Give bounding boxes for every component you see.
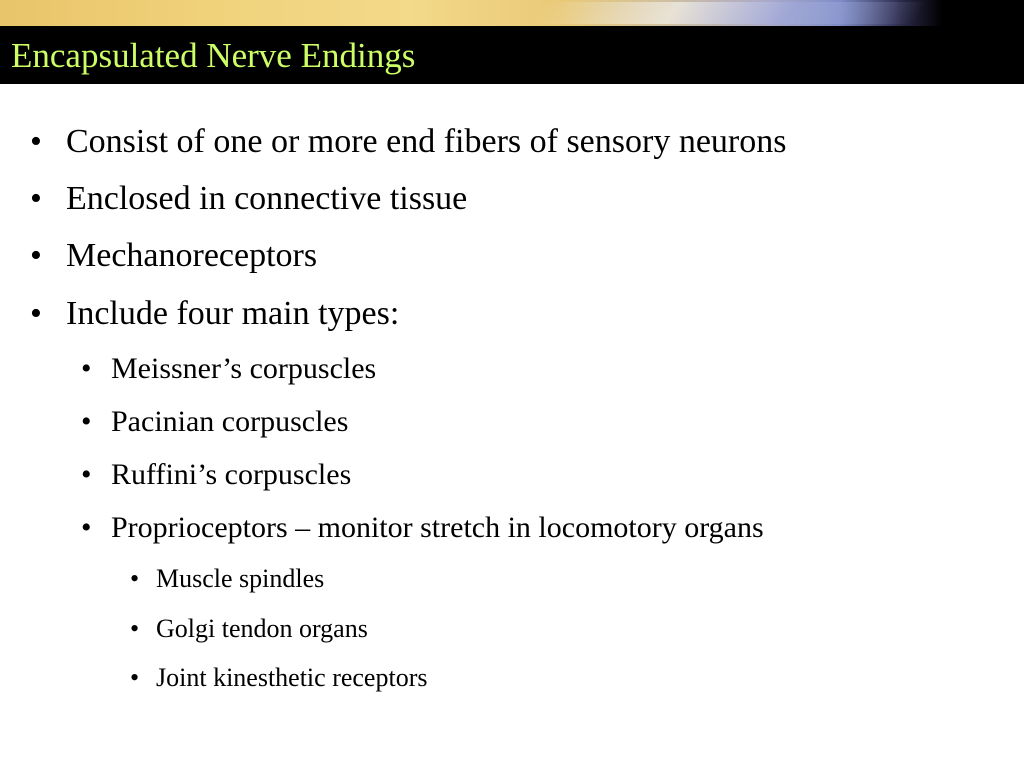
bullet-item (30, 234, 318, 278)
title-bar (0, 26, 1024, 84)
sub-sub-bullet-item (130, 660, 428, 696)
sub-bullet-item (81, 455, 352, 495)
sub-bullet-text: Ruffini’s corpuscles (111, 458, 352, 491)
decorative-header-strip (0, 0, 1024, 26)
slide-title: Encapsulated Nerve Endings (11, 36, 416, 75)
bullet-item (30, 120, 787, 164)
sub-bullet-text: Pacinian corpuscles (111, 405, 349, 438)
bullet-dot-icon: • (30, 237, 42, 274)
bullet-dot-icon: • (130, 564, 140, 593)
bullet-text: Include four main types: (66, 295, 400, 332)
bullet-dot-icon: • (81, 458, 92, 491)
bullet-dot-icon: • (81, 405, 92, 438)
sub-bullet-item (81, 349, 377, 389)
sub-sub-bullet-item (130, 611, 368, 647)
bullet-item (30, 292, 400, 336)
bullet-dot-icon: • (130, 663, 140, 692)
sub-sub-bullet-text: Joint kinesthetic receptors (156, 663, 428, 692)
sub-bullet-text: Proprioceptors – monitor stretch in locomotory organs (111, 511, 764, 544)
bullet-text: Consist of one or more end fibers of sensory neurons (66, 123, 787, 160)
sub-bullet-item (81, 508, 764, 548)
sub-sub-bullet-text: Muscle spindles (156, 564, 325, 593)
bullet-dot-icon: • (30, 295, 42, 332)
sub-sub-bullet-item (130, 561, 325, 597)
decorative-streak (532, 2, 927, 24)
sub-sub-bullet-text: Golgi tendon organs (156, 614, 368, 643)
bullet-item (30, 177, 468, 221)
bullet-dot-icon: • (81, 511, 92, 544)
bullet-text: Mechanoreceptors (66, 237, 318, 274)
bullet-text: Enclosed in connective tissue (66, 180, 468, 217)
bullet-dot-icon: • (81, 352, 92, 385)
bullet-dot-icon: • (30, 123, 42, 160)
bullet-dot-icon: • (30, 180, 42, 217)
sub-bullet-item (81, 402, 349, 442)
sub-bullet-text: Meissner’s corpuscles (111, 352, 377, 385)
bullet-dot-icon: • (130, 614, 140, 643)
